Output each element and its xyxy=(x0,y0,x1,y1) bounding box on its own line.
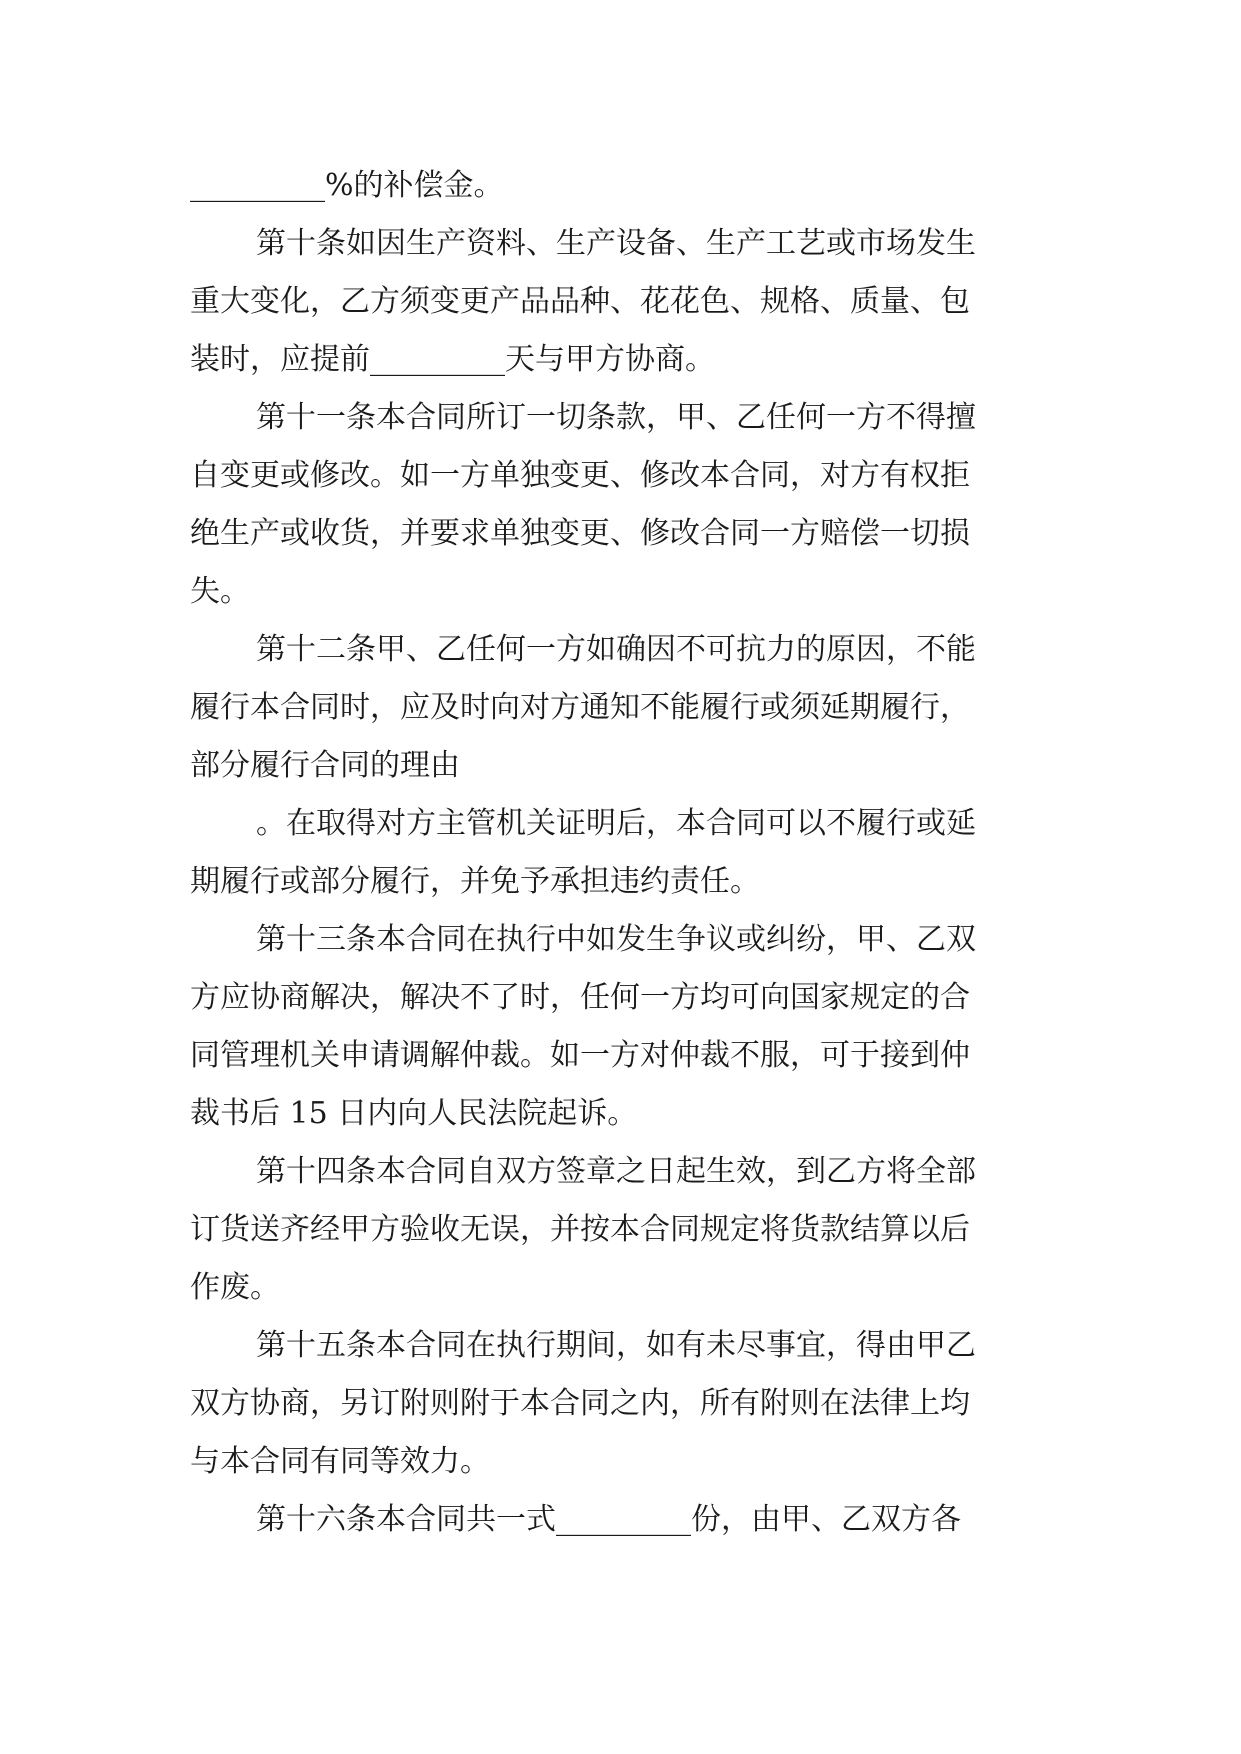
text-line: 第十一条本合同所订一切条款，甲、乙任何一方不得擅 xyxy=(256,400,976,435)
text-line: 部分履行合同的理由 xyxy=(190,748,460,783)
text-line: 裁书后 15 日内向人民法院起诉。 xyxy=(190,1096,638,1131)
text-line: 第十五条本合同在执行期间，如有未尽事宜，得由甲乙 xyxy=(256,1328,976,1363)
text-line: 期履行或部分履行，并免予承担违约责任。 xyxy=(190,864,760,899)
text-line: 第十六条本合同共一式_________份，由甲、乙双方各 xyxy=(256,1502,961,1537)
text-line: 第十二条甲、乙任何一方如确因不可抗力的原因，不能 xyxy=(256,632,976,667)
text-line: 与本合同有同等效力。 xyxy=(190,1444,490,1479)
text-line: 第十三条本合同在执行中如发生争议或纠纷，甲、乙双 xyxy=(256,922,976,957)
text-line: _________%的补偿金。 xyxy=(190,168,504,203)
text-line: 履行本合同时，应及时向对方通知不能履行或须延期履行， xyxy=(190,690,970,725)
text-line: 装时，应提前_________天与甲方协商。 xyxy=(190,342,715,377)
text-line: 同管理机关申请调解仲裁。如一方对仲裁不服，可于接到仲 xyxy=(190,1038,970,1073)
text-line: 重大变化，乙方须变更产品品种、花花色、规格、质量、包 xyxy=(190,284,970,319)
text-line: 订货送齐经甲方验收无误，并按本合同规定将货款结算以后 xyxy=(190,1212,970,1247)
text-line: 方应协商解决，解决不了时，任何一方均可向国家规定的合 xyxy=(190,980,970,1015)
text-line: 自变更或修改。如一方单独变更、修改本合同，对方有权拒 xyxy=(190,458,970,493)
text-line: 失。 xyxy=(190,574,250,609)
text-line: 第十四条本合同自双方签章之日起生效，到乙方将全部 xyxy=(256,1154,976,1189)
text-line: 作废。 xyxy=(190,1270,280,1305)
text-line: 。在取得对方主管机关证明后，本合同可以不履行或延 xyxy=(256,806,976,841)
text-line: 双方协商，另订附则附于本合同之内，所有附则在法律上均 xyxy=(190,1386,970,1421)
text-line: 绝生产或收货，并要求单独变更、修改合同一方赔偿一切损 xyxy=(190,516,970,551)
text-line: 第十条如因生产资料、生产设备、生产工艺或市场发生 xyxy=(256,226,976,261)
